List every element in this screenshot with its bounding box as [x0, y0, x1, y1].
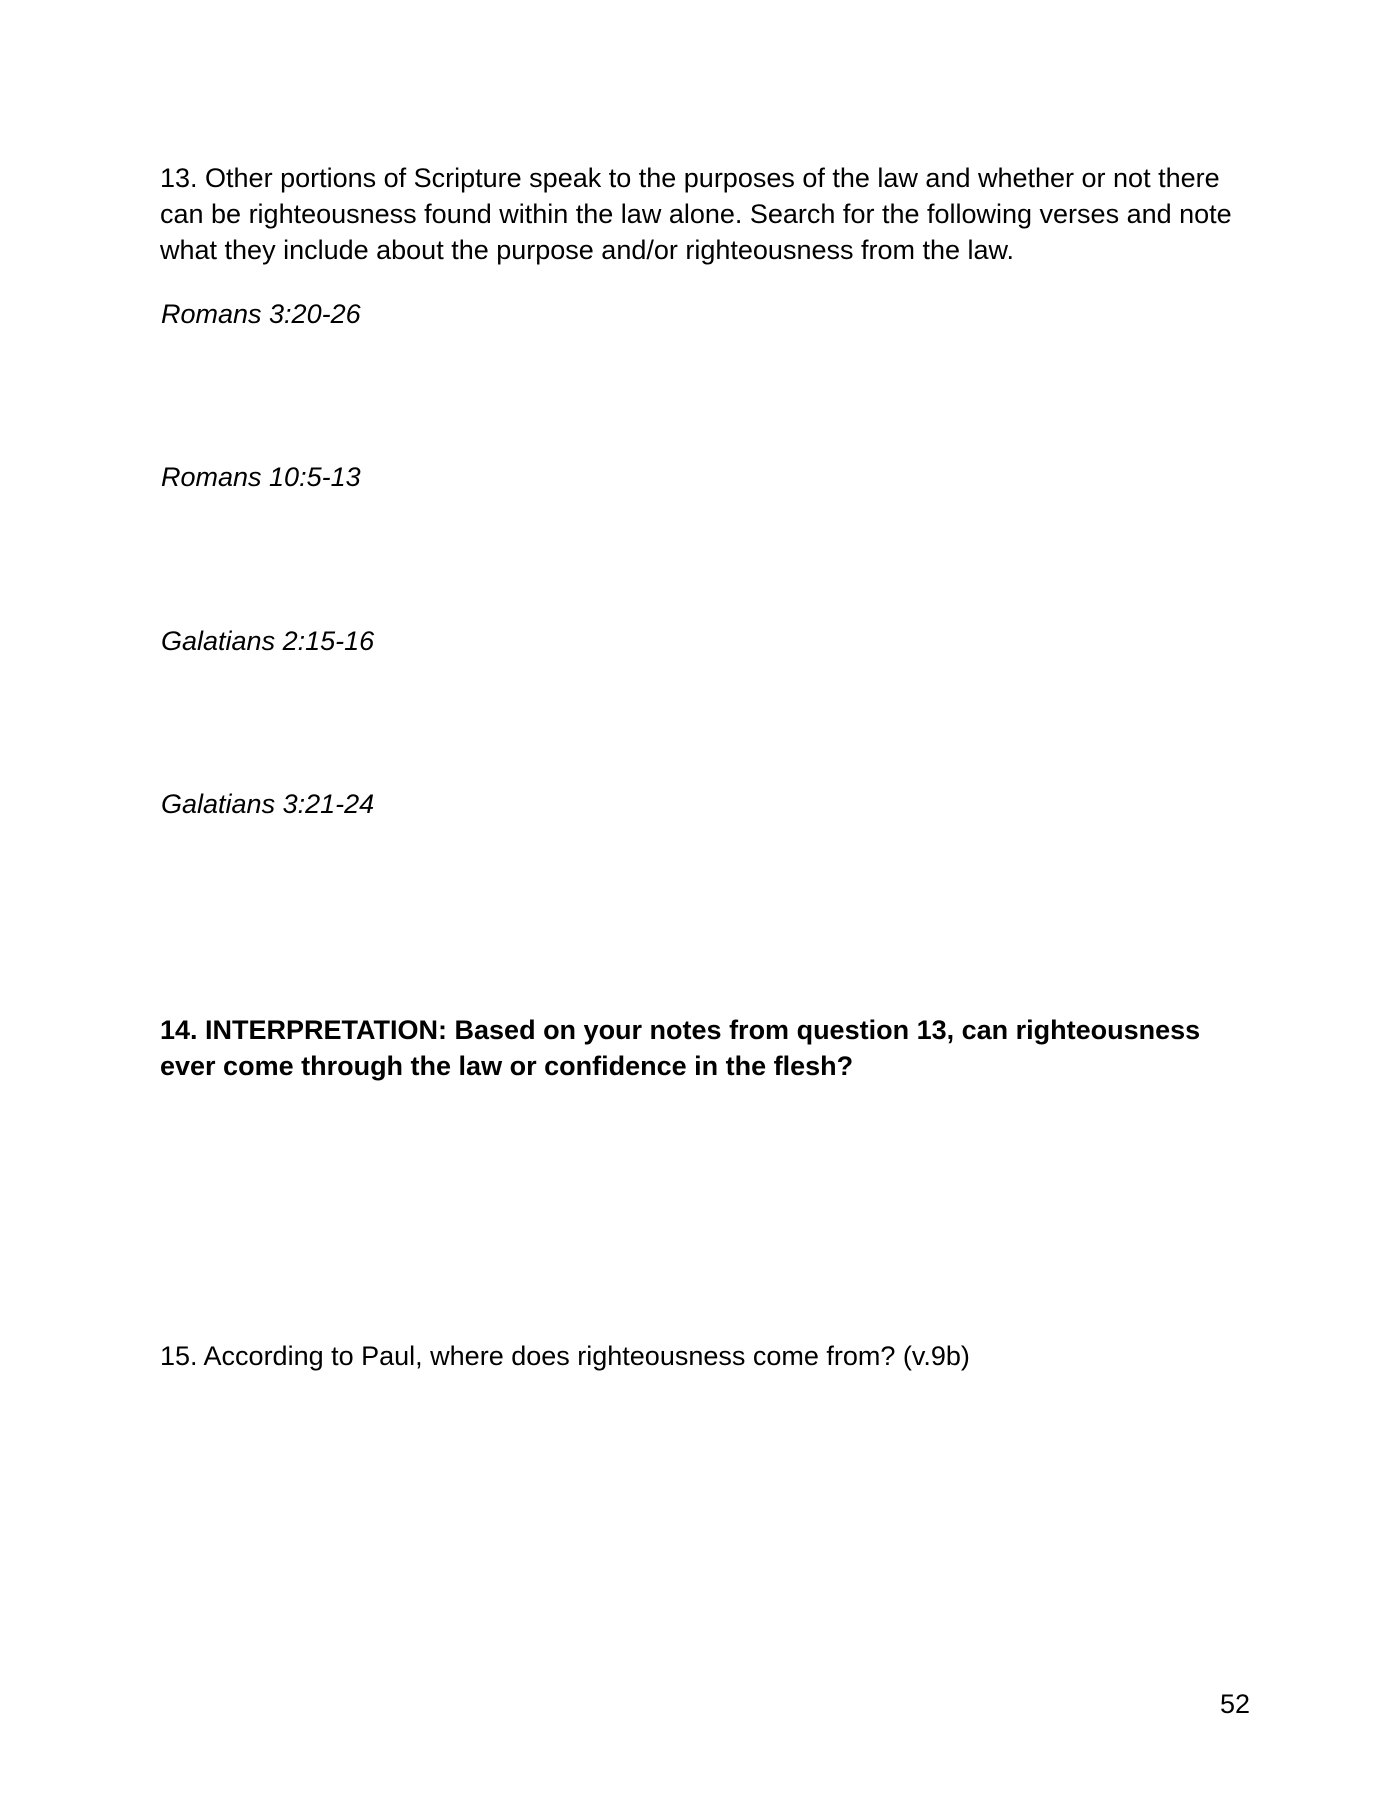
scripture-reference: Galatians 3:21-24: [161, 789, 375, 819]
scripture-reference: Galatians 2:15-16: [161, 626, 375, 656]
question-15-text: 15. According to Paul, where does righteousness come from? (v.9b): [160, 1341, 970, 1371]
page-number: 52: [1219, 1689, 1250, 1719]
question-13-text: 13. Other portions of Scripture speak to the purposes of the law and whether or not there can be righteousness found within the law alone. Search for the following verses and note what they include about the purpose and/or righteousness from the law.: [160, 163, 1232, 265]
scripture-reference: Romans 10:5-13: [161, 462, 361, 492]
question-14-text: 14. INTERPRETATION: Based on your notes from question 13, can righteousness ever come through the law or confidence in the flesh?: [160, 1015, 1201, 1081]
scripture-reference: Romans 3:20-26: [161, 299, 361, 329]
